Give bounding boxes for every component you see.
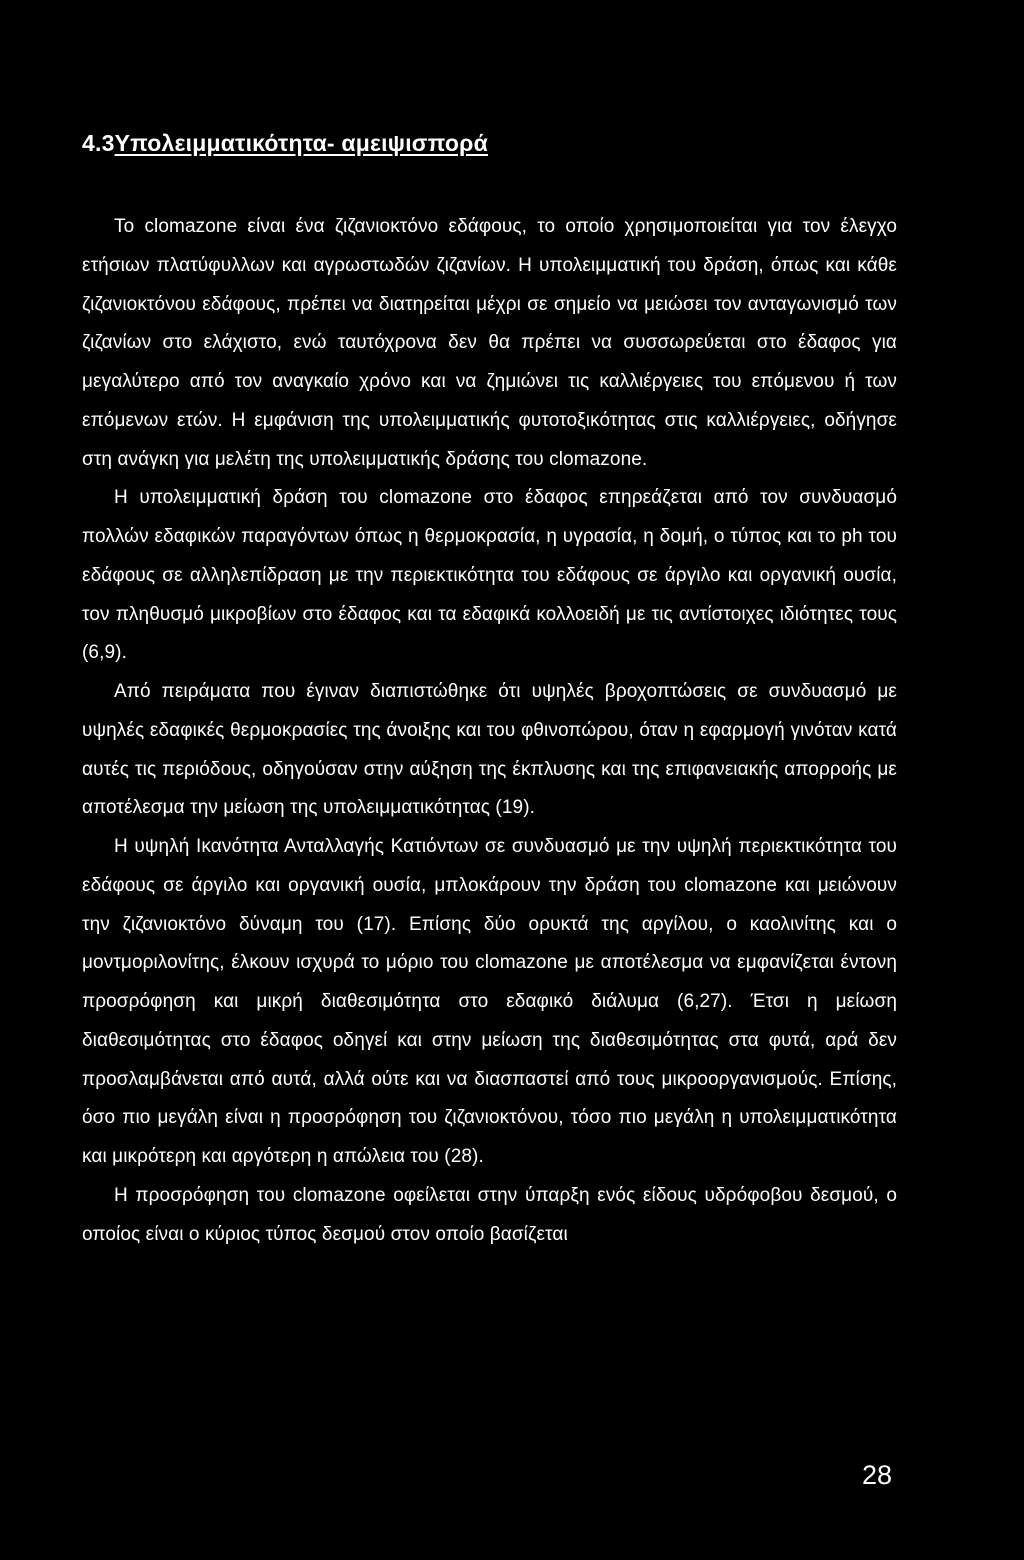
page-number: 28 [862,1460,893,1490]
paragraph-2: Η υπολειμματική δράση του clomazone στο έδαφος επηρεάζεται από τον συνδυασμό πολλών εδαφικών παραγόντων όπως η θερμοκρασία, η υγρασία, η δομή, ο τύπος και το ph του εδάφους σε αλληλεπίδραση με την περιεκτικότητα του εδάφους σε άργιλο και οργανική ουσία, τον πληθυσμό μικροβίων στο έδαφος και τα εδαφικά κολλοειδή με τις αντίστοιχες ιδιότητες τους (6,9). [82,487,897,664]
paragraph-4: Η υψηλή Ικανότητα Ανταλλαγής Κατιόντων σε συνδυασμό με την υψηλή περιεκτικότητα του εδάφους σε άργιλο και οργανική ουσία, μπλοκάρουν την δράση του clomazone και μειώνουν την ζιζανιοκτόνο δύναμη του (17). Επίσης δύο ορυκτά της αργίλου, ο καολινίτης και ο μοντμοριλονίτης, έλκουν ισχυρά το μόριο του clomazone με αποτέλεσμα να εμφανίζεται έντονη προσρόφηση και μικρή διαθεσιμότητα στο εδαφικό διάλυμα (6,27). Έτσι η μείωση διαθεσιμότητας στο έδαφος οδηγεί και στην μείωση της διαθεσιμότητας στα φυτά, αρά δεν προσλαμβάνεται από αυτά, αλλά ούτε και να διασπαστεί από τους μικροοργανισμούς. Επίσης, όσο πιο μεγάλη είναι η προσρόφηση του ζιζανιοκτόνου, τόσο πιο μεγάλη η υπολειμματικότητα και μικρότερη και αργότερη η απώλεια του (28). [82,836,897,1167]
section-title: Υπολειμματικότητα- αμειψισπορά [114,130,488,156]
section-number: 4.3 [82,130,115,156]
paragraph-3: Από πειράματα που έγιναν διαπιστώθηκε ότι υψηλές βροχοπτώσεις σε συνδυασμό με υψηλές εδαφικές θερμοκρασίες της άνοιξης και του φθινοπώρου, όταν η εφαρμογή γινόταν κατά αυτές τις περιόδους, οδηγούσαν στην αύξηση της έκπλυσης και της επιφανειακής απορροής με αποτέλεσμα την μείωση της υπολειμματικότητας (19). [82,681,897,819]
paragraph-1: Το clomazone είναι ένα ζιζανιοκτόνο εδάφους, το οποίο χρησιμοποιείται για τον έλεγχο ετήσιων πλατύφυλλων και αγρωστωδών ζιζανίων. Η υπολειμματική του δράση, όπως και κάθε ζιζανιοκτόνου εδάφους, πρέπει να διατηρείται μέχρι σε σημείο να μειώσει τον ανταγωνισμό των ζιζανίων στο ελάχιστο, ενώ ταυτόχρονα δεν θα πρέπει να συσσωρεύεται στο έδαφος για μεγαλύτερο από τον αναγκαίο χρόνο και να ζημιώνει τις καλλιέργειες του επόμενου ή των επόμενων ετών. Η εμφάνιση της υπολειμματικής φυτοτοξικότητας στις καλλιέργειες, οδήγησε στη ανάγκη για μελέτη της υπολειμματικής δράσης του clomazone. [82,216,897,470]
section-heading [82,130,488,157]
body-text [82,208,897,1254]
paragraph-5: Η προσρόφηση του clomazone οφείλεται στην ύπαρξη ενός είδους υδρόφοβου δεσμού, ο οποίος είναι ο κύριος τύπος δεσμού στον οποίο βασίζεται [82,1184,897,1245]
